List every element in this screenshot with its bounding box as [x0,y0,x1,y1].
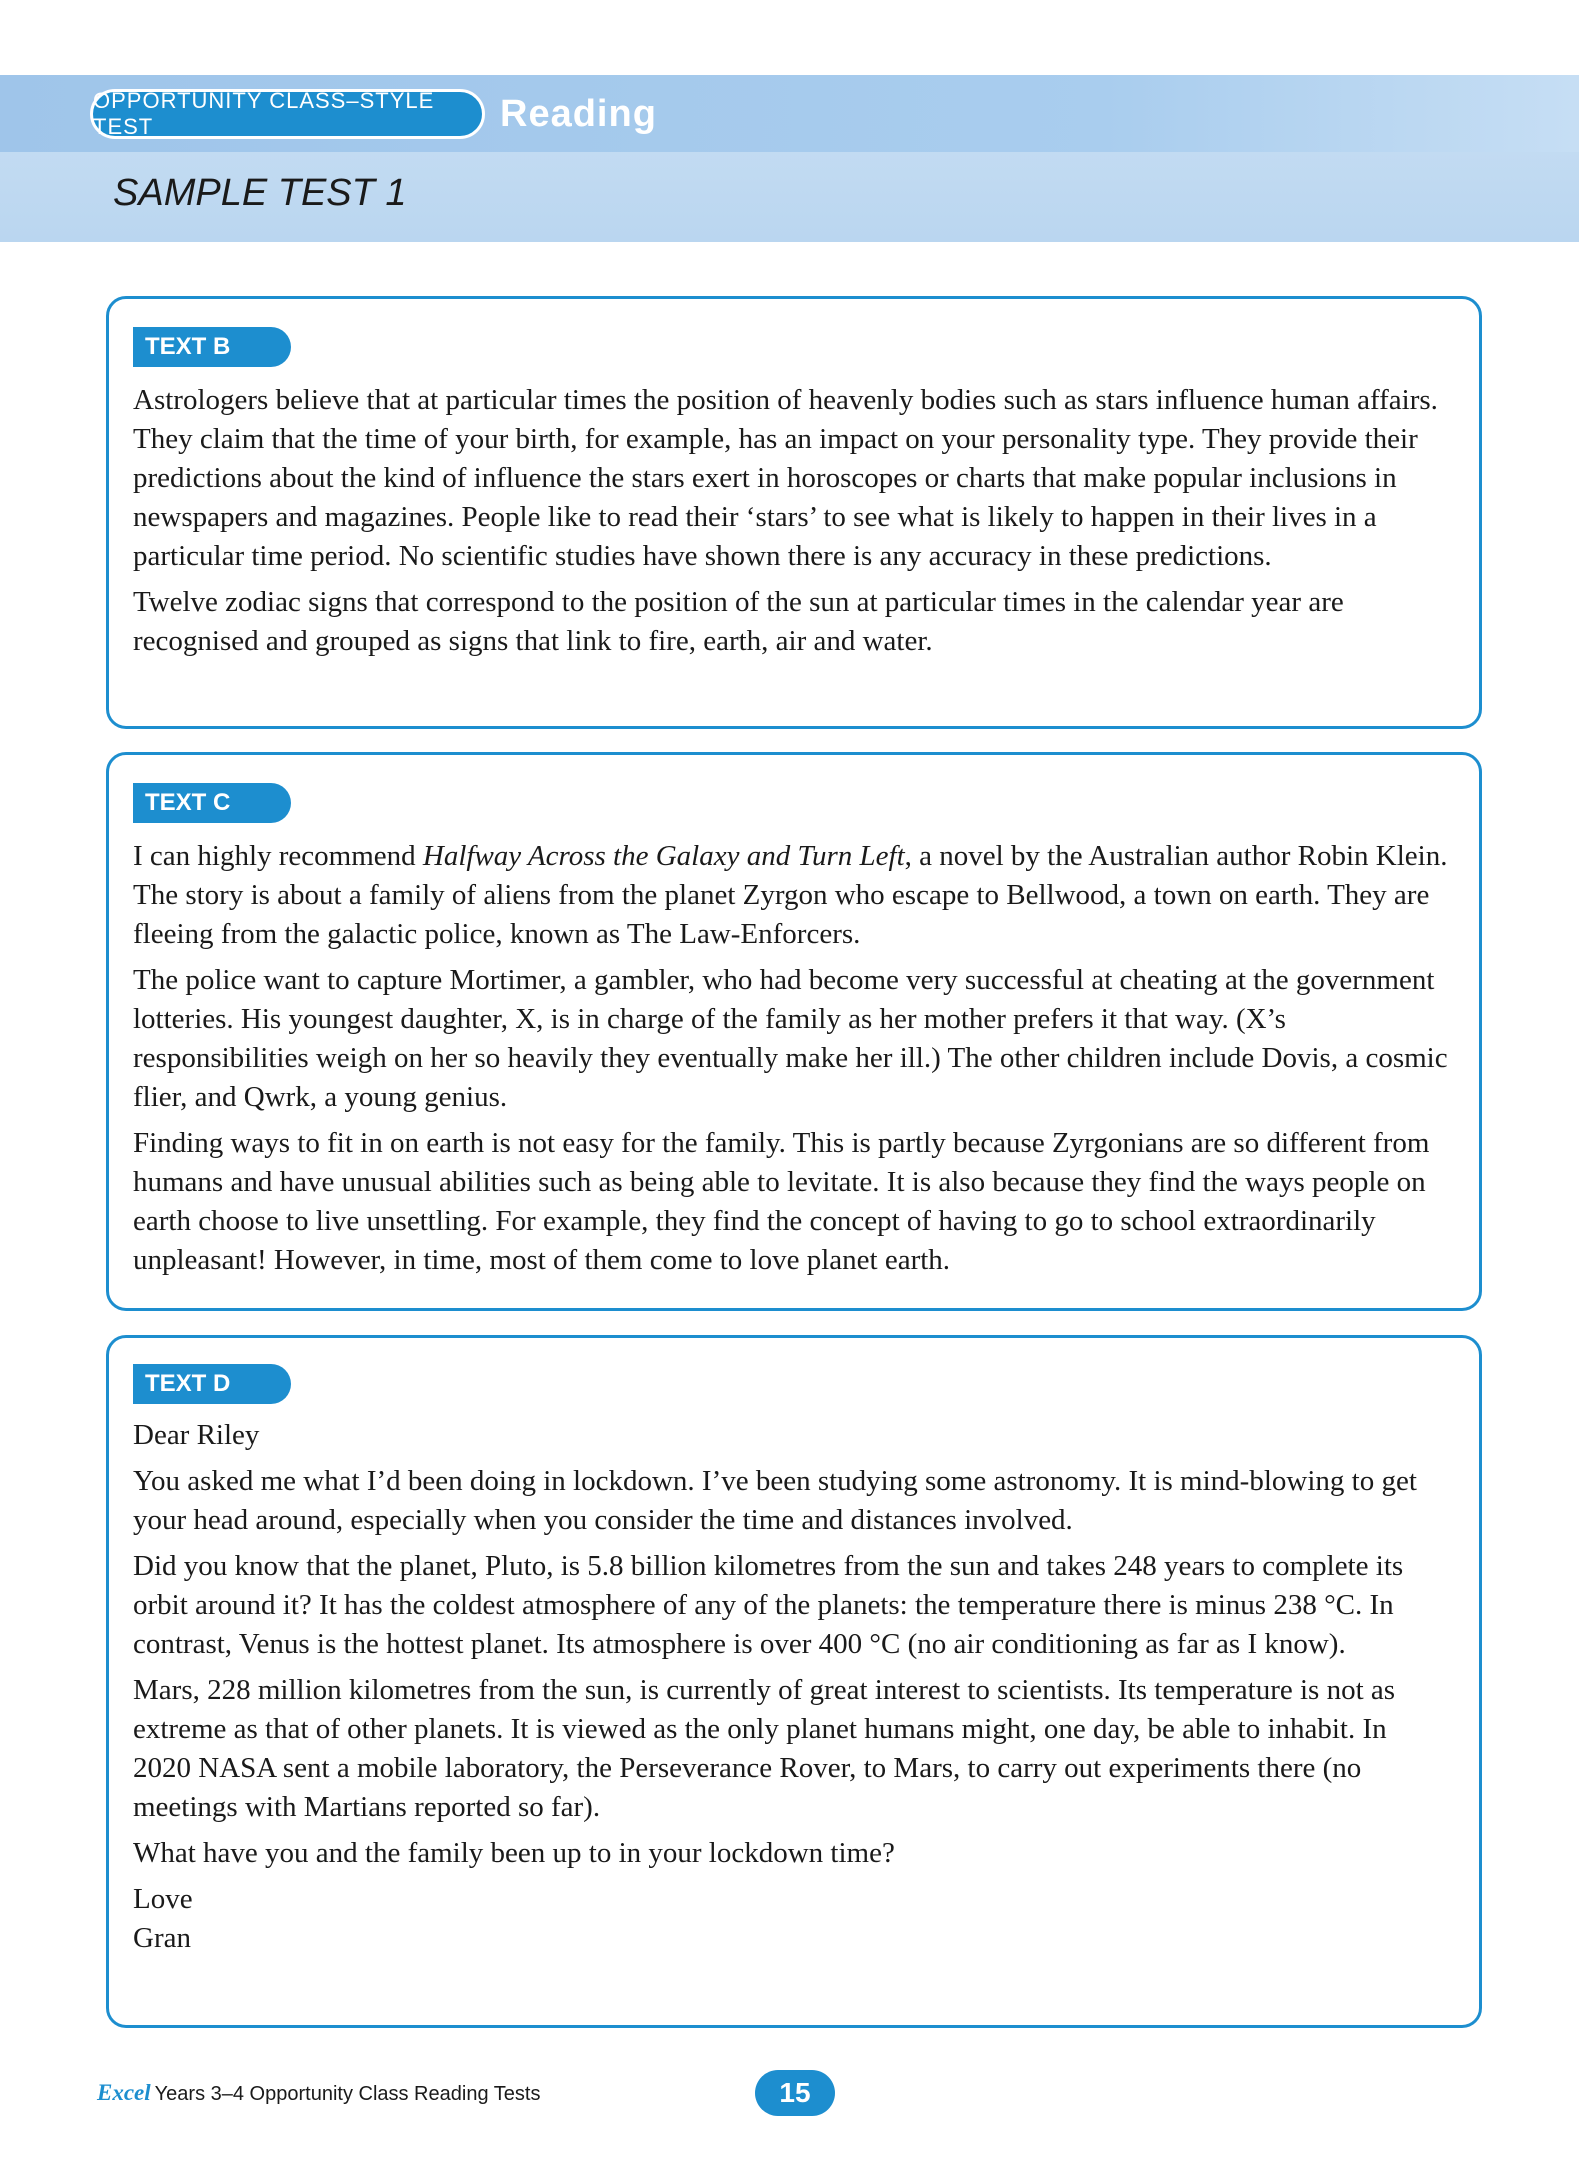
text-b-box [106,296,1482,729]
letter-paragraph: What have you and the family been up to in your lockdown time? [133,1837,895,1869]
text-d-label: TEXT D [133,1364,291,1404]
footer-book-title [97,2080,540,2106]
letter-paragraph: Did you know that the planet, Pluto, is 5.8 billion kilometres from the sun and takes 248 years to complete its orbit around it? It has the coldest atmosphere of any of the planets: the temperature there is minus 238 °C. In contrast, Venus is the hottest planet. Its atmosphere is over 400 °C (no air conditioning as far as I know). [133,1550,1404,1660]
text-c-paragraph: Finding ways to fit in on earth is not easy for the family. This is partly because Zyrgonians are so different from humans and have unusual abilities such as being able to levitate. It is also because they find the ways people on earth choose to live unsettling. For example, they find the concept of having to go to school extraordinarily unpleasant! However, in time, most of them come to love planet earth. [133,1127,1430,1276]
text-b-paragraph: Twelve zodiac signs that correspond to the position of the sun at particular times in the calendar year are recognised and grouped as signs that link to fire, earth, air and water. [133,586,1344,657]
novel-title: Halfway Across the Galaxy and Turn Left [422,840,905,872]
letter-paragraph: Mars, 228 million kilometres from the sun, is currently of great interest to scientists. Its temperature is not as extreme as that of other planets. It is viewed as the only planet humans might, one day, be able to inhabit. In 2020 NASA sent a mobile laboratory, the Perseverance Rover, to Mars, to carry out experiments there (no meetings with Martians reported so far). [133,1674,1396,1823]
text-c-paragraph: The police want to capture Mortimer, a gambler, who had become very successful at cheating at the government lotteries. His youngest daughter, X, is in charge of the family as her mother prefers it that way. (X’s responsibilities weigh on her so heavily they eventually make her ill.) The other children include Dovis, a cosmic flier, and Qwrk, a young genius. [133,964,1448,1113]
subject-title: Reading [500,93,657,135]
footer-title-text: Years 3–4 Opportunity Class Reading Tests [154,2083,541,2105]
text-d-box [106,1335,1482,2028]
test-type-badge: OPPORTUNITY CLASS–STYLE TEST [90,89,485,139]
text-c-label: TEXT C [133,783,291,823]
text-b-paragraph: Astrologers believe that at particular times the position of heavenly bodies such as stars influence human affairs. They claim that the time of your birth, for example, has an impact on your personality type. They provide their predictions about the kind of influence the stars exert in horoscopes or charts that make popular inclusions in newspapers and magazines. People like to read their ‘stars’ to see what is likely to happen in their lives in a particular time period. No scientific studies have shown there is any accuracy in these predictions. [133,384,1438,572]
header-band [0,75,1579,242]
text-c-intro-rest: , a novel by the Australian author Robin Klein. The story is about a family of aliens from the planet Zyrgon who escape to Bellwood, a town on earth. They are fleeing from the galactic police, known as The Law-Enforcers. [133,840,1448,950]
text-b-label: TEXT B [133,327,291,367]
letter-greeting: Dear Riley [133,1419,260,1451]
footer-brand: Excel [97,2080,151,2105]
letter-signoff: Love [133,1883,193,1915]
text-c-paragraph [133,837,1451,954]
text-c-box [106,752,1482,1311]
page-number-badge: 15 [755,2070,835,2116]
letter-paragraph: You asked me what I’d been doing in lockdown. I’ve been studying some astronomy. It is mind-blowing to get your head around, especially when you consider the time and distances involved. [133,1465,1417,1536]
header-top-strip [0,75,1579,152]
text-c-intro: I can highly recommend [133,840,423,872]
sample-test-title: SAMPLE TEST 1 [113,172,407,214]
letter-signature: Gran [133,1922,191,1954]
